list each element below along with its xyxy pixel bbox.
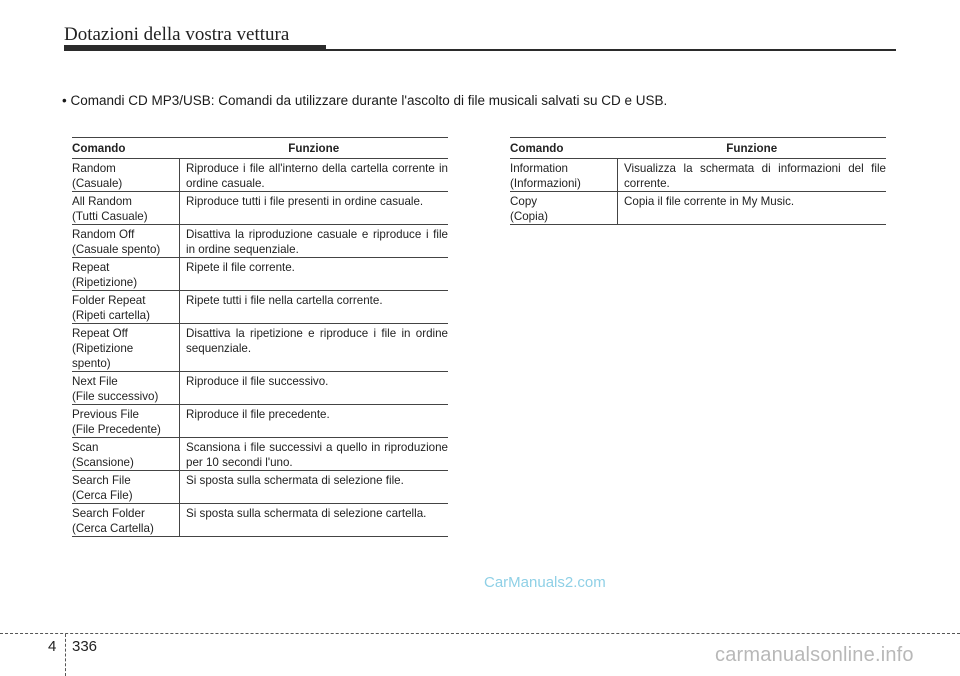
function-cell: Visualizza la schermata di informazioni del file corrente. (618, 159, 887, 192)
page-number: 336 (72, 638, 98, 655)
command-cell: Repeat (Ripetizione) (72, 258, 180, 291)
watermark-link[interactable]: CarManuals2.com (484, 574, 606, 591)
command-cell: Next File (File successivo) (72, 372, 180, 405)
command-cell: Search Folder (Cerca Cartella) (72, 504, 180, 537)
function-cell: Riproduce i file all'interno della cartella corrente in ordine casuale. (180, 159, 449, 192)
function-cell: Copia il file corrente in My Music. (618, 192, 887, 225)
footer-dashed-rule (0, 633, 960, 634)
table-row (72, 159, 448, 192)
footer-dashed-divider (65, 634, 66, 676)
function-cell: Riproduce tutti i file presenti in ordine casuale. (180, 192, 449, 225)
command-cell: All Random (Tutti Casuale) (72, 192, 180, 225)
site-watermark: carmanualsonline.info (715, 644, 914, 666)
table-row (510, 159, 886, 192)
commands-table-right (510, 137, 886, 225)
chapter-number: 4 (48, 638, 57, 655)
command-cell: Random Off (Casuale spento) (72, 225, 180, 258)
command-cell: Random (Casuale) (72, 159, 180, 192)
column-header-command: Comando (510, 138, 618, 159)
function-cell: Disattiva la riproduzione casuale e riproduce i file in ordine sequenziale. (180, 225, 449, 258)
function-cell: Scansiona i file successivi a quello in riproduzione per 10 secondi l'uno. (180, 438, 449, 471)
function-cell: Si sposta sulla schermata di selezione cartella. (180, 504, 449, 537)
command-cell: Folder Repeat (Ripeti cartella) (72, 291, 180, 324)
command-cell: Information (Informazioni) (510, 159, 618, 192)
command-cell: Search File (Cerca File) (72, 471, 180, 504)
command-cell: Repeat Off (Ripetizione spento) (72, 324, 180, 372)
command-cell: Previous File (File Precedente) (72, 405, 180, 438)
function-cell: Riproduce il file precedente. (180, 405, 449, 438)
table-header-row (510, 138, 886, 159)
table-row (72, 225, 448, 258)
commands-table-left (72, 137, 448, 537)
column-header-function: Funzione (180, 138, 449, 159)
table-row (72, 192, 448, 225)
header-rule-thin (326, 49, 896, 51)
column-header-function: Funzione (618, 138, 887, 159)
table-row (72, 504, 448, 537)
intro-text: • Comandi CD MP3/USB: Comandi da utilizzare durante l'ascolto di file musicali salvati su CD e USB. (62, 93, 668, 108)
table-row (72, 324, 448, 372)
table-row (72, 471, 448, 504)
page-header-title: Dotazioni della vostra vettura (64, 24, 290, 45)
table-row (72, 438, 448, 471)
function-cell: Disattiva la ripetizione e riproduce i file in ordine sequenziale. (180, 324, 449, 372)
command-cell: Scan (Scansione) (72, 438, 180, 471)
table-row (72, 258, 448, 291)
table-row (72, 291, 448, 324)
function-cell: Riproduce il file successivo. (180, 372, 449, 405)
function-cell: Ripete il file corrente. (180, 258, 449, 291)
command-cell: Copy (Copia) (510, 192, 618, 225)
column-header-command: Comando (72, 138, 180, 159)
table-row (72, 372, 448, 405)
function-cell: Ripete tutti i file nella cartella corrente. (180, 291, 449, 324)
table-row (510, 192, 886, 225)
function-cell: Si sposta sulla schermata di selezione file. (180, 471, 449, 504)
table-row (72, 405, 448, 438)
header-rule-thick (64, 45, 326, 51)
table-header-row (72, 138, 448, 159)
